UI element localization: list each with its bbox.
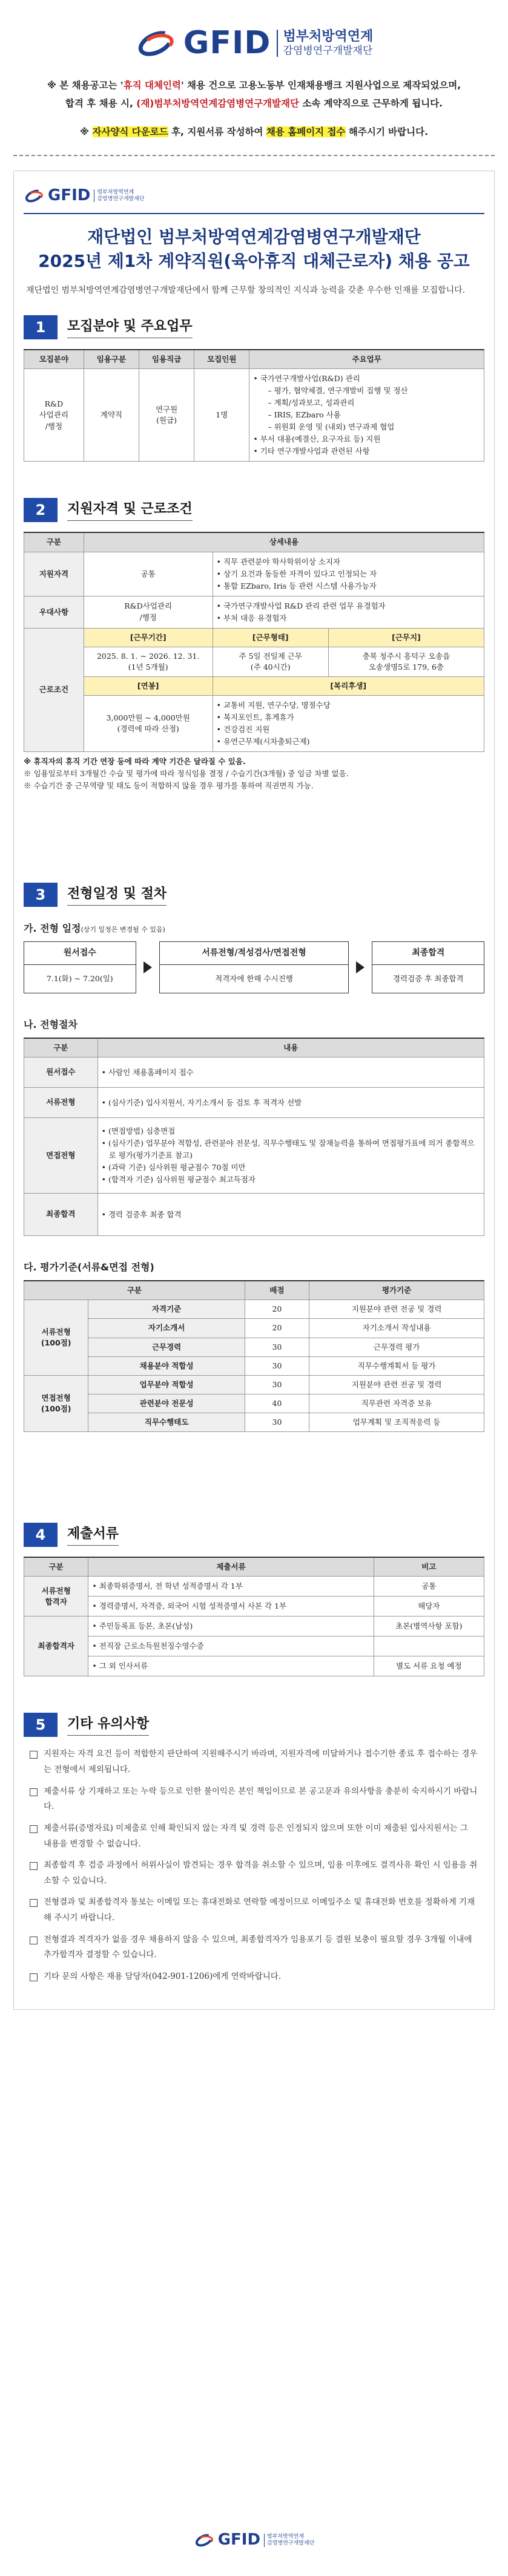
note-item [30, 1784, 478, 1815]
eval-score: 40 [245, 1394, 309, 1413]
eval-desc: 근무경력 평가 [309, 1338, 484, 1356]
checkbox-icon [30, 1751, 38, 1759]
flow-step-final-value: 경력검증 후 최종합격 [392, 973, 464, 983]
eval-score: 30 [245, 1338, 309, 1356]
footer-logo-text: GFID [217, 2531, 261, 2549]
cond-type: 주 5일 전일제 근무 (주 40시간) [213, 647, 328, 676]
eval-desc: 직무관련 자격증 보유 [309, 1394, 484, 1413]
qual-item: • 통합 EZbaro, Iris 등 관련 시스템 사용가능자 [217, 580, 480, 592]
flow-step-apply-value: 7.1(화) ~ 7.20(일) [46, 973, 113, 983]
process-row-label: 면접전형 [24, 1118, 98, 1194]
schedule-title: 가. 전형 일정 [24, 923, 81, 935]
recruit-duties [249, 369, 484, 462]
notice-box [24, 77, 484, 141]
qual-row2-items [213, 596, 484, 628]
footer-logo-mark-icon [194, 2534, 214, 2547]
doc-logo [24, 185, 145, 208]
section-2-number: 2 [24, 498, 58, 522]
duty-sub: – IRIS, EZbaro 사용 [268, 409, 480, 421]
duty-sub: – 위원회 운영 및 (내외) 연구과제 협업 [268, 421, 480, 433]
dashed-divider [13, 155, 495, 156]
eval-item: 업무분야 적합성 [88, 1375, 245, 1394]
notice1-red2: (재)범부처방역연계감염병연구개발재단 [136, 97, 299, 109]
schedule-heading [24, 921, 484, 935]
eval-desc: 직무수행계획서 등 평가 [309, 1356, 484, 1375]
section-5-heading [24, 1713, 484, 1737]
eval-desc: 업무계획 및 조직적응력 등 [309, 1413, 484, 1432]
qual-row1-label: 지원자격 [24, 552, 84, 596]
section-3-number: 3 [24, 883, 58, 907]
welfare-item: • 건강검진 지원 [217, 724, 480, 736]
process-row-content [97, 1088, 484, 1118]
cond-period: 2025. 8. 1. ~ 2026. 12. 31. (1년 5개월) [84, 647, 213, 676]
process-item: • 경력 검증후 최종 합격 [102, 1209, 480, 1221]
flow-step-apply-title: 원서접수 [24, 942, 136, 964]
recruit-count: 1명 [194, 369, 249, 462]
notice2-c: 해주시기 바랍니다. [345, 126, 428, 138]
intro-paragraph: 재단법인 범부처방역연계감염병연구개발재단에서 함께 근무할 창의적인 지식과 능력을 갖춘 우수한 인재를 모집합니다. [26, 285, 466, 295]
duty-main: • 국가연구개발사업(R&D) 관리 [253, 373, 480, 385]
checkbox-icon [30, 1862, 38, 1870]
arrow-right-icon [355, 941, 366, 993]
flow-step-final [372, 941, 484, 993]
docs-header-note: 비고 [374, 1557, 484, 1577]
qualification-table [24, 532, 484, 752]
doc-logo-sub1: 범부처방역연계 [97, 189, 134, 195]
notice1-d: 소속 계약직으로 근무하게 됩니다. [299, 97, 443, 109]
process-item: • (과락 기준) 심사위원 평균점수 70점 미만 [102, 1162, 480, 1174]
duty-sub: – 평가, 협약체결, 연구개발비 집행 및 정산 [268, 385, 480, 397]
eval-group-document: 서류전형 (100점) [24, 1300, 88, 1376]
logo-subtitle [277, 30, 373, 57]
documents-table [24, 1557, 484, 1676]
docs-row2-label: 최종합격자 [24, 1617, 88, 1676]
checkbox-icon [30, 1788, 38, 1796]
section-4-number: 4 [24, 1523, 58, 1547]
notice2-highlight-download: 자사양식 다운로드 [92, 126, 168, 138]
section-1-heading [24, 315, 484, 339]
notice1-a: ※ 본 채용공고는 ' [47, 80, 124, 91]
section-1-title: 모집분야 및 주요업무 [67, 317, 193, 338]
docs-row1-label: 서류전형 합격자 [24, 1577, 88, 1617]
announcement-document [13, 171, 495, 2010]
flow-step-screening-title: 서류전형/적성검사/면접전형 [160, 942, 349, 964]
recruit-header-type: 임용구분 [84, 350, 139, 369]
qual-item: • 상기 요건과 동등한 자격이 있다고 인정되는 자 [217, 568, 480, 580]
doc-title-line1: 재단법인 범부처방역연계감염병연구개발재단 [87, 227, 421, 247]
process-header-content: 내용 [97, 1038, 484, 1058]
process-title: 나. 전형절차 [24, 1018, 78, 1030]
eval-item: 관련분야 전문성 [88, 1394, 245, 1413]
note-text: 제출서류(증명자료) 미제출로 인해 확인되지 않는 자격 및 경력 등은 인정되지 않으며 또한 이미 제출된 입사지원서는 그 내용을 변경할 수 없습니다. [44, 1823, 468, 1849]
welfare-item: • 복지포인트, 휴게휴가 [217, 711, 480, 724]
recruit-type: 계약직 [84, 369, 139, 462]
title-rule [24, 213, 484, 214]
notice1-b: ' 채용 건으로 고용노동부 인재채용뱅크 지원사업으로 제작되었으며, [180, 80, 461, 91]
note-item [30, 1747, 478, 1777]
cond-header-period: [근무기간] [84, 628, 213, 647]
docs-item-note: 별도 서류 요청 예정 [374, 1656, 484, 1676]
section-5-title: 기타 유의사항 [67, 1715, 149, 1736]
eval-score: 20 [245, 1319, 309, 1338]
docs-item-text: • 주민등록표 등본, 초본(남성) [92, 1620, 369, 1632]
note-text: 제출서류 상 기재하고 또는 누락 등으로 인한 불이익은 본인 책임이므로 본 공고문과 유의사항을 충분히 숙지하시기 바랍니다. [44, 1786, 478, 1812]
qual-row3-label: 근로조건 [24, 628, 84, 752]
docs-item [88, 1636, 374, 1656]
notes-checklist [24, 1747, 484, 1984]
recruit-grade: 연구원 (원급) [139, 369, 194, 462]
pref-item: • 부처 대응 유경험자 [217, 612, 480, 624]
eval-desc: 지원분야 관련 전공 및 경력 [309, 1300, 484, 1319]
flow-step-apply [24, 941, 136, 993]
recruit-header-duties: 주요업무 [249, 350, 484, 369]
note-text: 지원자는 자격 요건 등이 적합한지 판단하여 지원해주시기 바라며, 지원자격에 미달하거나 접수기한 종료 후 접수하는 경우는 전형에서 제외됩니다. [44, 1749, 478, 1774]
cond-salary: 3,000만원 ~ 4,000만원 (경력에 따라 산정) [84, 696, 213, 752]
notice2-b: 후, 지원서류 작성하여 [168, 126, 266, 138]
logo-text: GFID [183, 25, 271, 61]
process-item: • (합격자 기준) 심사위원 평균점수 최고득점자 [102, 1174, 480, 1186]
duty-sub: – 계획/성과보고, 성과관리 [268, 397, 480, 409]
footer-logo-sub1: 범부처방역연계 [267, 2534, 304, 2540]
flow-step-screening-value: 적격자에 한해 수시진행 [215, 973, 293, 983]
process-item: • 사람인 채용홈페이지 접수 [102, 1067, 480, 1079]
eval-score: 20 [245, 1300, 309, 1319]
notice-2 [24, 123, 484, 141]
eval-item: 근무경력 [88, 1338, 245, 1356]
cond-header-welfare: [복리후생] [213, 676, 484, 695]
docs-item-note: 초본(병역사항 포함) [374, 1617, 484, 1636]
qual-header-detail: 상세내용 [84, 532, 484, 552]
eval-header-category: 구분 [24, 1281, 245, 1300]
qual-note: ※ 수습기간 중 근무역량 및 태도 등이 적합하지 않을 경우 평가를 통하여 직권면직 가능. [24, 781, 314, 791]
notice1-c: 합격 후 채용 시, [65, 97, 137, 109]
docs-header-category: 구분 [24, 1557, 88, 1577]
docs-item-text: • 그 외 인사서류 [92, 1660, 369, 1672]
notice2-highlight-homepage: 채용 홈페이지 접수 [266, 126, 346, 138]
recruit-field: R&D 사업관리 /행정 [24, 369, 84, 462]
doc-logo-mark-icon [24, 189, 44, 203]
note-text: 전형결과 적격자가 없을 경우 채용하지 않을 수 있으며, 최종합격자가 임용포기 등 결원 보충이 필요할 경우 3개월 이내에 추가합격자 결정할 수 있습니다. [44, 1934, 472, 1960]
process-row-label: 서류전형 [24, 1088, 98, 1118]
eval-group-interview: 면접전형 (100점) [24, 1375, 88, 1431]
docs-item [88, 1617, 374, 1636]
eval-score: 30 [245, 1375, 309, 1394]
docs-item-text: • 경력증명서, 자격증, 외국어 시험 성적증명서 사본 각 1부 [92, 1600, 369, 1612]
process-row-label: 최종합격 [24, 1194, 98, 1236]
cond-header-type: [근무형태] [213, 628, 328, 647]
welfare-item: • 유연근무제(시차출퇴근제) [217, 736, 480, 748]
recruit-header-grade: 임용직급 [139, 350, 194, 369]
eval-header-criteria: 평가기준 [309, 1281, 484, 1300]
section-1-number: 1 [24, 315, 58, 339]
cond-header-salary: [연봉] [84, 676, 213, 695]
schedule-note: (상기 일정은 변경될 수 있음) [81, 926, 165, 934]
section-2-title: 지원자격 및 근로조건 [67, 500, 193, 521]
checkbox-icon [30, 1973, 38, 1981]
recruit-table [24, 349, 484, 462]
eval-item: 자격기준 [88, 1300, 245, 1319]
qual-row2-sub: R&D사업관리 /행정 [84, 596, 213, 628]
checkbox-icon [30, 1899, 38, 1907]
qual-item: • 직무 관련분야 학사학위이상 소지자 [217, 556, 480, 568]
gfid-logo [135, 21, 373, 66]
eval-desc: 지원분야 관련 전공 및 경력 [309, 1375, 484, 1394]
note-text: 최종합격 후 검증 과정에서 허위사실이 발견되는 경우 합격을 취소할 수 있으며, 임용 이후에도 결격사유 확인 시 임용을 취소할 수 있습니다. [44, 1860, 478, 1886]
process-item: • (심사기준) 업무분야 적합성, 관련분야 전문성, 직무수행태도 및 잠재능력을 통하여 면접평가표에 의거 종합적으로 평가(평가기준표 참고) [102, 1137, 480, 1162]
footer-logo [0, 2529, 508, 2552]
docs-item [88, 1577, 374, 1597]
process-table [24, 1038, 484, 1236]
logo-sub1: 범부처방역연계 [283, 29, 374, 45]
process-item: • (심사기준) 입사지원서, 자기소개서 등 검토 후 적격자 선발 [102, 1097, 480, 1109]
process-row-content [97, 1118, 484, 1194]
top-header [0, 0, 508, 77]
arrow-right-icon [142, 941, 153, 993]
section-4-heading [24, 1523, 484, 1547]
note-item [30, 1895, 478, 1926]
duty-other: • 부서 대용(예결산, 요구자료 등) 지원 [253, 433, 480, 445]
process-row-content [97, 1194, 484, 1236]
doc-logo-text: GFID [48, 186, 91, 204]
doc-logo-sub [94, 189, 144, 203]
doc-title [24, 225, 484, 272]
footer-logo-sub2: 감염병연구개발재단 [267, 2540, 315, 2547]
evaluation-title: 다. 평가기준(서류&면접 전형) [24, 1261, 154, 1273]
note-text: 전형결과 및 최종합격자 통보는 이메일 또는 휴대전화로 연락할 예정이므로 이메일주소 및 휴대전화 번호를 정확하게 기재해 주시기 바랍니다. [44, 1897, 475, 1923]
qual-row1-items [213, 552, 484, 596]
doc-logo-sub2: 감염병연구개발재단 [97, 195, 145, 202]
recruit-header-count: 모집인원 [194, 350, 249, 369]
qual-row2-label: 우대사항 [24, 596, 84, 628]
qual-note: ※ 휴직자의 휴직 기간 연장 등에 따라 계약 기간은 달라질 수 있음. [24, 757, 246, 767]
eval-item: 직무수행태도 [88, 1413, 245, 1432]
notice-1 [24, 77, 484, 113]
docs-item [88, 1597, 374, 1617]
notice2-a: ※ [80, 126, 93, 138]
process-row-label: 원서접수 [24, 1058, 98, 1088]
duty-other: • 기타 연구개발사업과 관련된 사항 [253, 445, 480, 457]
flow-step-screening [159, 941, 349, 993]
cond-welfare [213, 696, 484, 752]
note-item [30, 1969, 478, 1985]
qual-note: ※ 임용일로부터 3개월간 수습 및 평가에 따라 정식임용 결정 / 수습기간(3개월) 중 임금 차별 없음. [24, 769, 349, 779]
footer-logo-sub [264, 2534, 314, 2547]
eval-desc: 자기소개서 작성내용 [309, 1319, 484, 1338]
note-item [30, 1821, 478, 1852]
qual-header-category: 구분 [24, 532, 84, 552]
qual-notes [24, 756, 484, 792]
recruit-header-field: 모집분야 [24, 350, 84, 369]
schedule-flow [24, 941, 484, 993]
welfare-item: • 교통비 지원, 연구수당, 명절수당 [217, 699, 480, 711]
footer-logo-row [194, 2529, 315, 2552]
docs-item [88, 1656, 374, 1676]
pref-item: • 국가연구개발사업 R&D 관리 관련 업무 유경험자 [217, 600, 480, 612]
docs-header-documents: 제출서류 [88, 1557, 374, 1577]
eval-score: 30 [245, 1356, 309, 1375]
section-5-number: 5 [24, 1713, 58, 1737]
process-header-category: 구분 [24, 1038, 98, 1058]
section-2-heading [24, 498, 484, 522]
docs-item-text: • 전직장 근로소득원천징수영수증 [92, 1640, 369, 1652]
notice1-red: 휴직 대체인력 [123, 80, 181, 91]
docs-item-note: 공통 [374, 1577, 484, 1597]
process-row-content [97, 1058, 484, 1088]
eval-item: 자기소개서 [88, 1319, 245, 1338]
doc-title-line2: 2025년 제1차 계약직원(육아휴직 대체근로자) 채용 공고 [38, 250, 470, 271]
cond-location: 충북 청주시 흥덕구 오송읍 오송생명5로 179, 6층 [328, 647, 484, 676]
process-item: • (면접방법) 심층면접 [102, 1125, 480, 1137]
note-text: 기타 문의 사항은 재용 담당자(042-901-1206)에게 연락바랍니다. [44, 1972, 282, 1982]
flow-step-final-title: 최종합격 [372, 942, 484, 964]
gfid-logo-mark-icon [135, 30, 177, 57]
docs-item-text: • 최종학위증명서, 전 학년 성적증명서 각 1부 [92, 1580, 369, 1592]
checkbox-icon [30, 1825, 38, 1833]
eval-header-score: 배점 [245, 1281, 309, 1300]
logo-sub2: 감염병연구개발재단 [283, 44, 373, 57]
eval-item: 채용분야 적합성 [88, 1356, 245, 1375]
note-item [30, 1932, 478, 1963]
docs-item-note: 해당자 [374, 1597, 484, 1617]
section-3-heading [24, 883, 484, 907]
eval-score: 30 [245, 1413, 309, 1432]
note-item [30, 1858, 478, 1889]
cond-header-location: [근무지] [328, 628, 484, 647]
section-3-title: 전형일정 및 절차 [67, 884, 167, 906]
evaluation-table [24, 1280, 484, 1432]
checkbox-icon [30, 1937, 38, 1944]
section-4-title: 제출서류 [67, 1525, 119, 1546]
qual-row1-sub: 공통 [84, 552, 213, 596]
docs-item-note [374, 1636, 484, 1656]
